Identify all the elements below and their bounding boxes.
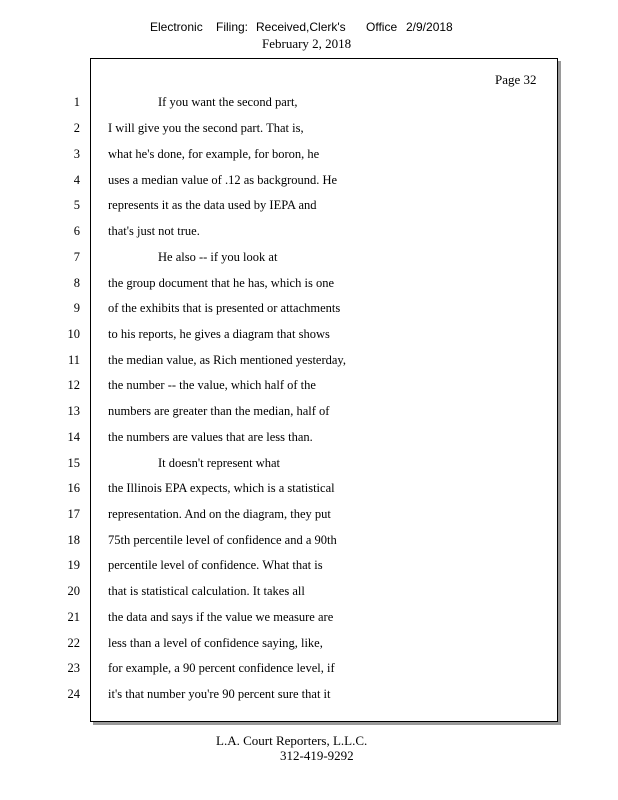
line-number: 5 [73,198,80,212]
filing-header-electronic: Electronic [150,20,203,34]
transcript-line: for example, a 90 percent confidence level, if [108,661,335,675]
line-number: 12 [67,378,80,392]
transcript-line: of the exhibits that is presented or attachments [108,301,341,315]
line-number: 21 [67,610,80,624]
line-number: 9 [73,301,80,315]
transcript-line: If you want the second part, [158,95,298,109]
transcript-line: representation. And on the diagram, they put [108,507,331,521]
line-number: 18 [67,533,80,547]
transcript-line: that's just not true. [108,224,200,238]
line-number: 1 [73,95,80,109]
line-number: 24 [67,687,80,701]
transcript-line: percentile level of confidence. What that is [108,558,323,572]
filing-header-stamp-date: 2/9/2018 [406,20,453,34]
transcript-line: the median value, as Rich mentioned yesterday, [108,353,347,367]
line-number: 15 [67,456,80,470]
transcript-line: I will give you the second part. That is, [108,121,304,135]
line-number: 8 [73,276,80,290]
line-number: 2 [73,121,80,135]
transcript-line: it's that number you're 90 percent sure that it [108,687,331,701]
line-number: 17 [67,507,80,521]
line-number: 7 [73,250,80,264]
line-number: 23 [67,661,80,675]
line-number: 6 [73,224,80,238]
line-number: 13 [67,404,80,418]
transcript-line: numbers are greater than the median, half of [108,404,330,418]
footer-company: L.A. Court Reporters, L.L.C. [216,733,368,748]
line-number: 19 [67,558,80,572]
filing-date: February 2, 2018 [262,36,352,51]
filing-header-filing: Filing: [216,20,249,34]
transcript-line: represents it as the data used by IEPA and [108,198,317,212]
transcript-line: the number -- the value, which half of the [108,378,316,392]
filing-header-office: Office [366,20,398,34]
footer-phone: 312-419-9292 [280,748,354,763]
transcript-line: the data and says if the value we measure are [108,610,334,624]
filing-header-received: Received,Clerk's [256,20,346,34]
transcript-line: uses a median value of .12 as background. He [108,173,338,187]
electronic-filing-header [0,20,618,36]
line-number: 22 [67,636,80,650]
transcript-line: It doesn't represent what [158,456,281,470]
line-number: 20 [67,584,80,598]
transcript-line: that is statistical calculation. It takes all [108,584,305,598]
line-number: 11 [67,353,80,367]
transcript-line: the numbers are values that are less than. [108,430,313,444]
transcript-line: He also -- if you look at [158,250,278,264]
line-number: 10 [67,327,80,341]
line-number: 4 [73,173,80,187]
transcript-line: 75th percentile level of confidence and a 90th [108,533,337,547]
page-number: Page 32 [495,72,537,87]
transcript-line: the group document that he has, which is one [108,276,334,290]
transcript-line: to his reports, he gives a diagram that shows [108,327,330,341]
transcript-line: less than a level of confidence saying, like, [108,636,323,650]
transcript-line: the Illinois EPA expects, which is a statistical [108,481,335,495]
line-number: 16 [67,481,80,495]
line-number: 14 [67,430,80,444]
line-number: 3 [73,147,80,161]
transcript-line: what he's done, for example, for boron, he [108,147,320,161]
